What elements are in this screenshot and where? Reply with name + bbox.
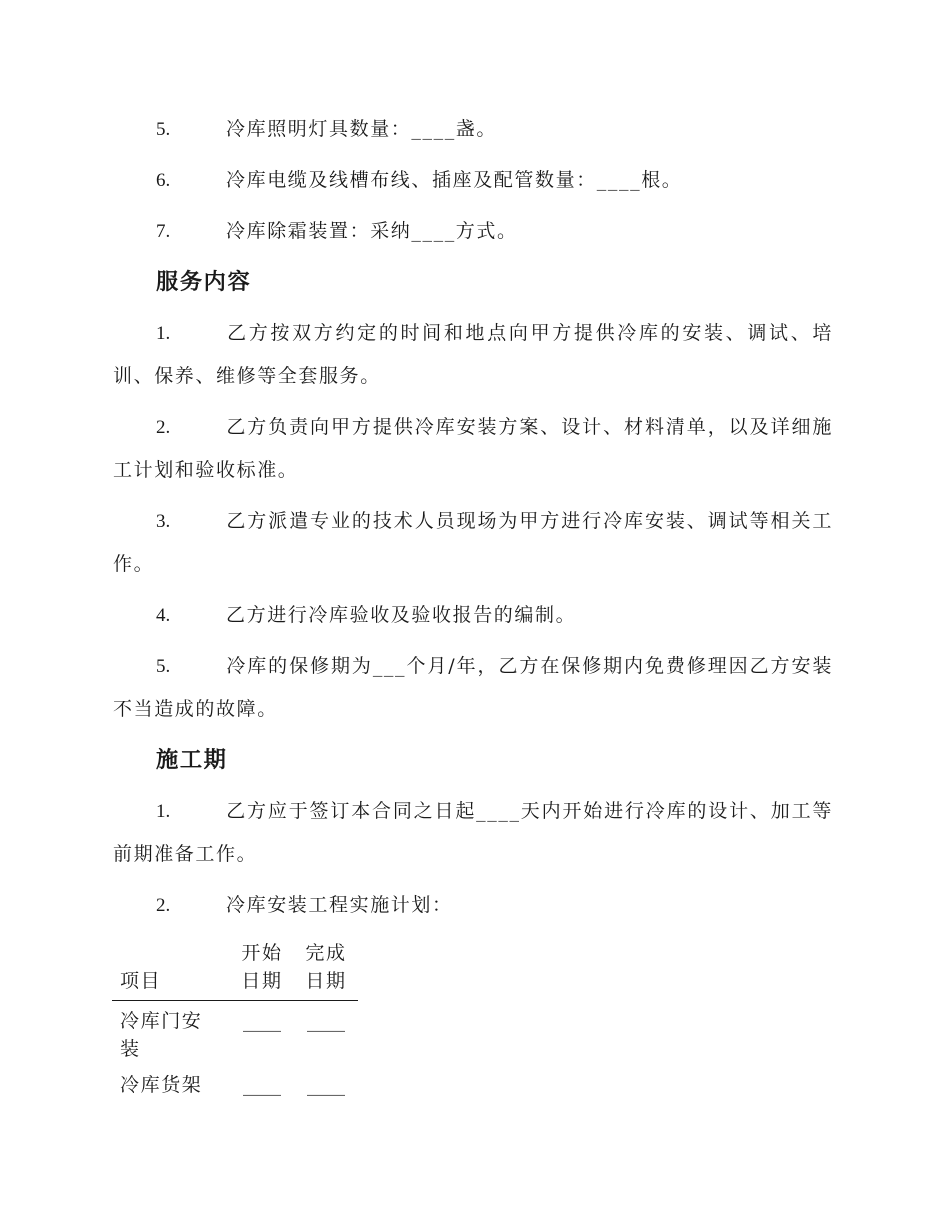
header-item: 项目 [112,935,230,1001]
item-number: 1. [156,323,171,344]
table-row [112,1065,358,1101]
table-row [112,1001,358,1066]
list-item [113,210,833,253]
item-text: 冷库照明灯具数量：____盏。 [226,118,498,140]
list-item [113,108,833,151]
item-text: 冷库的保修期为___个月/年，乙方在保修期内免费修理因乙方安装不当造成的故障。 [113,655,833,720]
item-number: 6. [156,170,171,191]
schedule-table [112,935,358,1101]
cell-start-date: ____ [243,1010,281,1032]
item-text: 乙方负责向甲方提供冷库安装方案、设计、材料清单，以及详细施工计划和验收标准。 [113,416,833,481]
section-heading-construction: 施工期 [156,747,228,773]
item-text: 乙方派遣专业的技术人员现场为甲方进行冷库安装、调试等相关工作。 [113,510,833,575]
list-item [113,159,833,202]
cell-end-date: ____ [307,1074,345,1096]
cell-end-date: ____ [307,1010,345,1032]
header-start-date: 开始日期 [230,935,294,1001]
table-header-row [112,935,358,1001]
item-text: 乙方按双方约定的时间和地点向甲方提供冷库的安装、调试、培训、保养、维修等全套服务。 [113,322,833,387]
item-text: 冷库电缆及线槽布线、插座及配管数量：____根。 [226,169,683,191]
list-item [113,790,833,876]
list-item [113,312,833,398]
item-number: 1. [156,801,171,822]
item-number: 5. [156,656,171,677]
item-text: 冷库除霜装置：采纳____方式。 [226,220,518,242]
list-item [113,500,833,586]
header-end-date: 完成日期 [294,935,358,1001]
list-item [113,406,833,492]
list-item [113,884,833,927]
item-number: 3. [156,511,171,532]
item-text: 乙方进行冷库验收及验收报告的编制。 [226,604,577,626]
item-number: 4. [156,605,171,626]
item-number: 7. [156,221,171,242]
item-number: 2. [156,417,171,438]
item-text: 乙方应于签订本合同之日起____天内开始进行冷库的设计、加工等前期准备工作。 [113,800,833,865]
cell-item: 冷库货架 [120,1074,203,1096]
cell-start-date: ____ [243,1074,281,1096]
item-number: 2. [156,895,171,916]
item-number: 5. [156,119,171,140]
cell-item: 冷库门安装 [120,1010,203,1060]
list-item [113,645,833,731]
item-text: 冷库安装工程实施计划： [226,894,453,916]
section-heading-services: 服务内容 [156,269,252,295]
document-page [113,108,833,1101]
list-item [113,594,833,637]
